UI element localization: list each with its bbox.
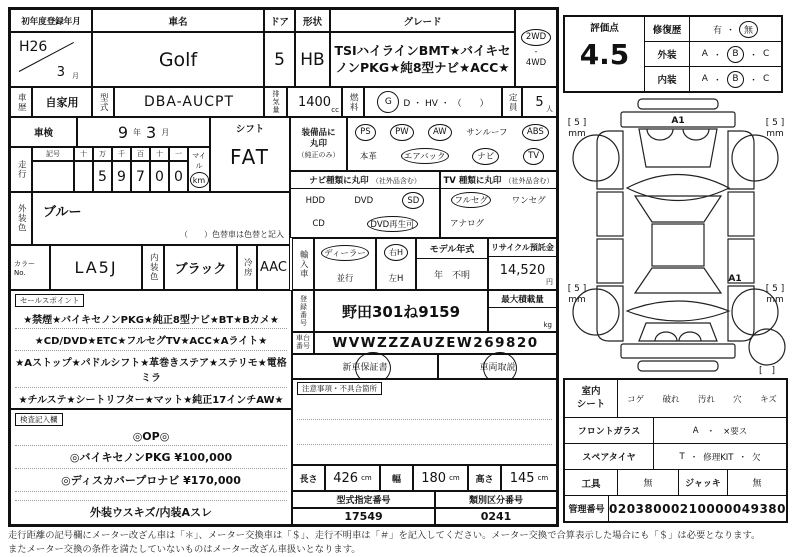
length-unit: cm bbox=[361, 474, 372, 482]
odo-header-ichi: 一 bbox=[169, 147, 188, 161]
import-label: 輸入車 bbox=[292, 238, 314, 290]
right-headlight bbox=[683, 129, 709, 140]
capacity-unit: 人 bbox=[546, 105, 553, 113]
recycle-value: 14,520 bbox=[499, 263, 546, 278]
inspector-bottom-note: 外装ウスキズ/内装Aスレ bbox=[90, 506, 212, 519]
interior-a: A bbox=[701, 74, 708, 84]
main-sheet bbox=[8, 7, 559, 527]
rear-window bbox=[635, 268, 721, 293]
score-label: 評価点 bbox=[590, 23, 619, 34]
tools-value: 無 bbox=[618, 470, 679, 495]
reg-month: 3 bbox=[56, 65, 65, 80]
glass-dot: ・ bbox=[706, 426, 716, 437]
mgmt-number: 02038000210000049380 bbox=[609, 501, 786, 516]
recycle-cell bbox=[488, 238, 557, 290]
glass-x: ×要ス bbox=[723, 426, 748, 437]
body-color-cell bbox=[32, 192, 290, 245]
odo-header-10man: 十 bbox=[74, 147, 93, 161]
navi-hdd: HDD bbox=[305, 195, 326, 206]
model-year-value: 年 不明 bbox=[433, 271, 470, 281]
odo-digit-4: 0 bbox=[150, 161, 169, 192]
odo-digit-5: 0 bbox=[169, 161, 188, 192]
seat-opt-koge: コゲ bbox=[627, 394, 645, 405]
exterior-b-circled: B bbox=[727, 46, 744, 63]
odo-digit-0 bbox=[74, 161, 93, 192]
equip-leather: 本革 bbox=[359, 152, 377, 162]
front-left-wheel bbox=[573, 135, 619, 181]
tools-label: 工具 bbox=[565, 470, 618, 495]
spare-kit: 修理KIT bbox=[703, 452, 734, 463]
mgmt-label: 管理番号 bbox=[565, 496, 609, 521]
chassis-number: WVWZZZAUZEW269820 bbox=[314, 332, 557, 354]
caution-tag: 注意事項・不具合箇所 bbox=[297, 382, 382, 395]
model-year-label: モデル年式 bbox=[417, 239, 487, 259]
seat-opt-yabure: 破れ bbox=[662, 394, 680, 405]
exterior-dot1: ・ bbox=[712, 50, 722, 61]
tv-row1 bbox=[441, 189, 556, 212]
seat-opt-yogore: 汚れ bbox=[697, 394, 715, 405]
shift-label: シフト bbox=[235, 124, 265, 135]
history-value: 自家用 bbox=[32, 87, 92, 117]
inspection-year: 9 bbox=[117, 122, 128, 142]
navi-dvd: DVD bbox=[354, 195, 374, 206]
equip-sunroof: サンルーフ bbox=[466, 128, 508, 138]
equipment-label3: （純正のみ） bbox=[297, 150, 340, 159]
front-plate bbox=[638, 99, 718, 109]
color-no-label2: No. bbox=[14, 268, 26, 277]
repair-row bbox=[645, 17, 781, 42]
odo-digit-2: 9 bbox=[112, 161, 131, 192]
right-panel bbox=[563, 7, 790, 523]
dealer-circled: ディーラー bbox=[321, 245, 369, 261]
spare-ketsu: 欠 bbox=[752, 452, 761, 463]
capacity-cell bbox=[522, 87, 557, 117]
odo-header-man: 万 bbox=[93, 147, 112, 161]
body-shape: HB bbox=[295, 32, 330, 87]
class-no-value: 0241 bbox=[435, 508, 557, 525]
sales-line-1: ★禁煙★バイキセノンPKG★純正8型ナビ★BT★Bカメ★ bbox=[15, 309, 287, 329]
spare-dot2: ・ bbox=[738, 452, 747, 463]
drive-4wd: 4WD bbox=[525, 57, 547, 68]
odometer-label: 走行 bbox=[10, 147, 32, 192]
glass-row bbox=[565, 418, 786, 444]
left-headlight bbox=[647, 129, 673, 140]
seat-opt-ana: 穴 bbox=[733, 394, 742, 405]
chassis-label-cell bbox=[292, 332, 314, 354]
interior-color-label: 内装色 bbox=[142, 245, 164, 290]
type-no-label: 型式指定番号 bbox=[292, 491, 435, 508]
equip-abs-circled: ABS bbox=[522, 124, 549, 141]
mgmt-row bbox=[565, 496, 786, 521]
max-load-unit: kg bbox=[543, 321, 552, 329]
left-rear-door bbox=[597, 239, 623, 283]
length-cell bbox=[325, 465, 380, 491]
odo-digit-kigo bbox=[32, 161, 74, 192]
exterior-dot2: ・ bbox=[748, 50, 758, 61]
body-color-value: ブルー bbox=[43, 205, 82, 220]
inspector-line-empty bbox=[15, 492, 287, 501]
width-value: 180 bbox=[421, 470, 447, 486]
body-color-label: 外装色 bbox=[10, 192, 32, 245]
reg-month-unit: 月 bbox=[72, 72, 79, 80]
interior-color-value: ブラック bbox=[164, 245, 237, 290]
spare-t: T bbox=[679, 451, 685, 462]
max-load-cell bbox=[488, 290, 557, 332]
reg-year: H26 bbox=[19, 39, 48, 55]
interior-label: 内装 bbox=[645, 67, 690, 91]
rear-plate bbox=[638, 361, 718, 371]
length-label: 長さ bbox=[292, 465, 325, 491]
shift-cell bbox=[210, 117, 290, 192]
manual-cell bbox=[438, 354, 557, 379]
seat-label1: 室内 bbox=[581, 386, 601, 398]
tv-analog: アナログ bbox=[450, 218, 485, 229]
tread-front-right-unit: mm bbox=[766, 129, 784, 139]
import-handle-cell bbox=[376, 238, 416, 290]
right-front-door bbox=[728, 192, 754, 236]
footer-line-2: またメーター交換の条件を満たしていないものはメーター改ざん車扱いとなります。 bbox=[8, 543, 361, 555]
inspection-label: 車検 bbox=[10, 117, 77, 147]
fuel-g-circled: G bbox=[377, 91, 399, 113]
roof bbox=[652, 224, 704, 266]
jack-label: ジャッキ bbox=[679, 470, 728, 495]
mile-label: マイル bbox=[192, 152, 206, 170]
recycle-unit: 円 bbox=[546, 278, 553, 286]
inspector-line-1: ◎OP◎ bbox=[15, 428, 287, 446]
equipment-row2 bbox=[348, 148, 556, 165]
exterior-grade-row bbox=[645, 42, 781, 67]
tv-type-title: TV 種類に丸印 bbox=[443, 176, 502, 186]
odo-digit-1: 5 bbox=[93, 161, 112, 192]
tools-row bbox=[565, 470, 786, 496]
drive-type-cell bbox=[515, 9, 557, 87]
equipment-row1 bbox=[348, 124, 556, 141]
seat-opt-kizu: キズ bbox=[759, 394, 777, 405]
inspection-year-unit: 年 bbox=[133, 127, 141, 137]
hood bbox=[627, 175, 729, 201]
navi-type-header bbox=[291, 172, 439, 189]
shape-header: 形状 bbox=[295, 9, 330, 32]
sales-points-box bbox=[10, 290, 292, 409]
exterior-a: A bbox=[701, 49, 708, 59]
tv-type-cell bbox=[440, 171, 557, 238]
tread-rear-right: [ 5 ] bbox=[765, 284, 785, 294]
left-taillight bbox=[655, 332, 677, 341]
navi-dvd-play-circled: DVD再生可 bbox=[367, 216, 417, 232]
equip-ps-circled: PS bbox=[355, 124, 376, 141]
displacement-value: 1400 bbox=[297, 94, 332, 110]
navi-type-note: （社外品含む） bbox=[371, 177, 421, 185]
rear-hatch bbox=[627, 301, 729, 321]
type-no-value: 17549 bbox=[292, 508, 435, 525]
repair-no-circled: 無 bbox=[739, 21, 758, 38]
glass-label: フロントガラス bbox=[565, 418, 654, 443]
registration-value: 野田301ね9159 bbox=[314, 290, 488, 332]
navi-row2 bbox=[291, 212, 439, 237]
inspector-line-2: ◎バイキセノンPKG ¥100,000 bbox=[15, 446, 287, 469]
navi-type-title: ナビ種類に丸印 bbox=[309, 176, 369, 186]
door-count: 5 bbox=[264, 32, 295, 87]
reg-date-cell bbox=[10, 32, 92, 87]
capacity-value: 5 bbox=[535, 94, 544, 110]
footer-notes bbox=[8, 529, 794, 557]
color-no-label1: カラー bbox=[14, 259, 35, 268]
color-no-label-cell bbox=[10, 245, 50, 290]
equipment-label-cell bbox=[290, 117, 347, 171]
chassis-label1: 車台 bbox=[296, 334, 310, 343]
inspection-value bbox=[77, 117, 210, 147]
front-right-wheel bbox=[732, 135, 778, 181]
car-name-header: 車名 bbox=[92, 9, 264, 32]
inspector-line-3: ◎ディスカバープロナビ ¥170,000 bbox=[15, 469, 287, 492]
equipment-label1: 装備品に bbox=[301, 128, 336, 139]
a1-front-mark: A1 bbox=[671, 116, 685, 126]
spare-tread-bracket: [ ] bbox=[758, 366, 776, 376]
fuel-cell bbox=[364, 87, 502, 117]
interior-c: C bbox=[762, 74, 770, 84]
import-dealer-cell bbox=[314, 238, 376, 290]
drive-dot: ・ bbox=[532, 47, 540, 56]
model-code: DBA-AUCPT bbox=[114, 87, 264, 117]
odo-header-kigo: 記号 bbox=[32, 147, 74, 161]
repair-dot: ・ bbox=[725, 25, 735, 36]
registration-label: 登録番号 bbox=[292, 290, 314, 332]
equip-navi-circled: ナビ bbox=[472, 148, 499, 165]
navi-type-cell bbox=[290, 171, 440, 238]
right-handle-circled: 右H bbox=[384, 244, 408, 261]
a1-side-mark: A1 bbox=[728, 274, 742, 284]
glass-a: A bbox=[692, 425, 699, 436]
sales-line-2: ★CD/DVD★ETC★フルセグTV★ACC★Aライト★ bbox=[15, 329, 287, 351]
door-header: ドア bbox=[264, 9, 295, 32]
height-cell bbox=[501, 465, 557, 491]
interior-dot1: ・ bbox=[712, 75, 722, 86]
odo-digit-3: 7 bbox=[131, 161, 150, 192]
width-label: 幅 bbox=[380, 465, 413, 491]
seat-label2: シート bbox=[576, 398, 606, 410]
inspector-notes-box bbox=[10, 409, 292, 525]
inspection-month: 3 bbox=[146, 122, 157, 142]
navi-sd-circled: SD bbox=[402, 192, 424, 209]
manual-label: 車両取説 bbox=[479, 363, 516, 373]
seat-row bbox=[565, 380, 786, 418]
navi-cd: CD bbox=[312, 218, 325, 229]
evaluation-box bbox=[563, 15, 783, 93]
history-label: 車歴 bbox=[10, 87, 32, 117]
warranty-cell bbox=[292, 354, 438, 379]
reg-date-header: 初年度登録年月 bbox=[10, 9, 92, 32]
capacity-label: 定員 bbox=[502, 87, 522, 117]
sales-line-4: ★チルステ★シートリフター★マット★純正17インチAW★ bbox=[15, 388, 287, 410]
interior-dot2: ・ bbox=[748, 75, 758, 86]
exterior-c: C bbox=[762, 49, 770, 59]
caution-line-2 bbox=[297, 420, 552, 445]
interior-grade-row bbox=[645, 67, 781, 91]
score-cell bbox=[565, 17, 645, 91]
caution-box bbox=[292, 379, 557, 465]
equip-pw-circled: PW bbox=[390, 124, 414, 141]
warranty-label: 新車保証書 bbox=[342, 363, 388, 373]
height-value: 145 bbox=[509, 470, 535, 486]
height-label: 高さ bbox=[468, 465, 501, 491]
odo-header-hyaku: 百 bbox=[131, 147, 150, 161]
car-damage-diagram bbox=[563, 95, 790, 378]
km-circled: km bbox=[190, 172, 209, 188]
spare-label: スペアタイヤ bbox=[565, 444, 654, 469]
class-no-label: 類別区分番号 bbox=[435, 491, 557, 508]
sales-points-tag: セールスポイント bbox=[15, 294, 84, 307]
condition-table bbox=[563, 378, 788, 523]
navi-row1 bbox=[291, 189, 439, 212]
tread-front-right: [ 5 ] bbox=[765, 118, 785, 128]
left-handle: 左H bbox=[388, 273, 404, 284]
ac-label: 冷房 bbox=[237, 245, 257, 290]
length-value: 426 bbox=[333, 470, 359, 486]
spare-tire-circle bbox=[749, 329, 785, 365]
equip-aw-circled: AW bbox=[428, 124, 452, 141]
rear-bumper bbox=[621, 344, 735, 358]
width-unit: cm bbox=[449, 474, 460, 482]
tv-oneseg: ワンセグ bbox=[511, 196, 546, 207]
left-front-door bbox=[597, 192, 623, 236]
right-taillight bbox=[679, 332, 701, 341]
odo-header-sen: 千 bbox=[112, 147, 131, 161]
inspector-notes-tag: 検査記入欄 bbox=[15, 413, 63, 426]
ac-value: AAC bbox=[257, 245, 290, 290]
width-cell bbox=[413, 465, 468, 491]
sales-line-3: ★Aストップ★パドルシフト★革巻きステア★ステリモ★電格ミラ bbox=[15, 351, 287, 388]
max-load-label: 最大積載量 bbox=[489, 291, 556, 308]
chassis-label2: 番号 bbox=[296, 342, 310, 350]
height-unit: cm bbox=[537, 474, 549, 482]
car-name: Golf bbox=[92, 32, 264, 87]
tread-front-left: [ 5 ] bbox=[567, 118, 587, 128]
equip-airbag-circled: エアバック bbox=[401, 148, 449, 164]
tv-type-note: （社外品含む） bbox=[504, 177, 554, 185]
footer-line-1: 走行距離の記号欄にメーター改ざん車は「＊」、メーター交換車は「＄」、走行不明車は「＃」を記入してください。メーター交換で合算表示した場合にも「＄」は必要となります。 bbox=[8, 530, 761, 541]
odo-unit-cell bbox=[188, 147, 210, 192]
equipment-items bbox=[347, 117, 557, 171]
tread-rear-right-unit: mm bbox=[766, 295, 784, 305]
shift-value: FAT bbox=[229, 145, 270, 169]
displacement-cell bbox=[287, 87, 342, 117]
jack-value: 無 bbox=[752, 479, 762, 489]
tread-front-left-unit: mm bbox=[568, 129, 586, 139]
spare-dot1: ・ bbox=[689, 452, 699, 463]
tv-fullseg-circled: フルセグ bbox=[451, 192, 491, 208]
repair-label: 修復歴 bbox=[645, 17, 690, 41]
caution-line-1 bbox=[297, 395, 552, 420]
recycle-label: リサイクル預託金 bbox=[489, 239, 556, 257]
drive-2wd-circled: 2WD bbox=[521, 29, 551, 46]
grade-text: TSIハイラインBMT★バイキセノンPKG★純8型ナビ★ACC★ bbox=[330, 32, 515, 87]
tv-type-header bbox=[441, 172, 556, 189]
rear-panel bbox=[639, 323, 717, 341]
tv-row2 bbox=[432, 212, 565, 238]
fuel-options: D ・ HV ・ （ ） bbox=[403, 98, 489, 109]
odo-header-ju: 十 bbox=[150, 147, 169, 161]
fuel-label: 燃料 bbox=[342, 87, 364, 117]
model-year-cell bbox=[416, 238, 488, 290]
grade-header: グレード bbox=[330, 9, 515, 32]
displacement-label: 排気量 bbox=[264, 87, 287, 117]
equipment-label2: 丸印 bbox=[309, 139, 327, 150]
exterior-label: 外装 bbox=[645, 42, 690, 66]
body-color-note: （ ）色替車は色替と記入 bbox=[180, 230, 284, 239]
displacement-unit: cc bbox=[331, 106, 339, 114]
score-value: 4.5 bbox=[579, 38, 630, 71]
interior-b-circled: B bbox=[727, 71, 744, 88]
inspection-month-unit: 月 bbox=[161, 127, 170, 137]
tread-rear-left-unit: mm bbox=[568, 295, 586, 305]
model-code-label: 型式 bbox=[92, 87, 114, 117]
front-panel bbox=[639, 129, 717, 167]
color-no-value: LA5J bbox=[50, 245, 142, 290]
repair-yes: 有 bbox=[712, 25, 722, 36]
equip-tv-circled: TV bbox=[523, 148, 544, 165]
tread-rear-left: [ 5 ] bbox=[567, 284, 587, 294]
spare-row bbox=[565, 444, 786, 470]
parallel-label: 並行 bbox=[336, 273, 354, 284]
